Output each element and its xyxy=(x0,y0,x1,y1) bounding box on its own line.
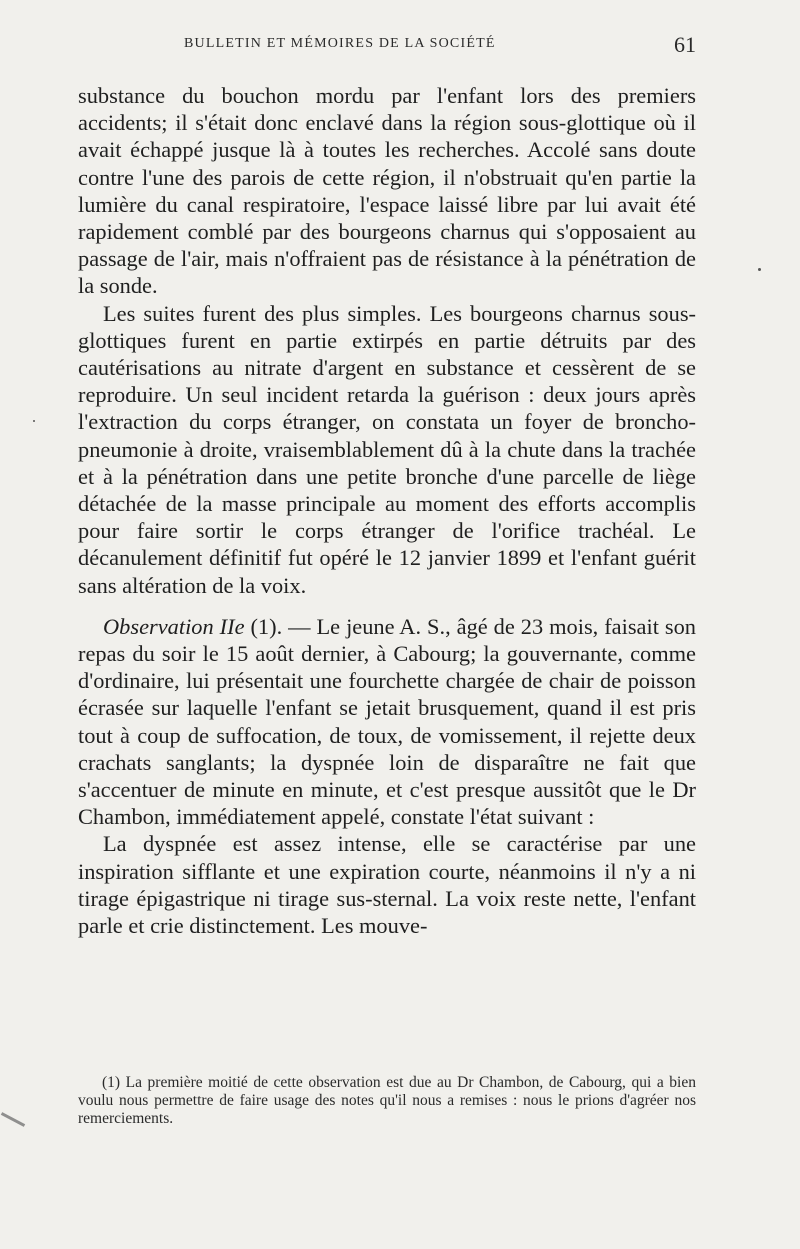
footnote-text: (1) La première moitié de cette observation est due au Dr Chambon, de Cabourg, qui a bien voulu nous permettre de faire usage des notes qu'il nous a remises : nous le prions d'agréer nos remerciements. xyxy=(78,1074,696,1127)
footnote xyxy=(78,1074,696,1128)
paragraph-observation-2 xyxy=(78,613,696,831)
ink-speck xyxy=(758,268,761,271)
observation-title: Observation IIe xyxy=(103,613,245,639)
paragraph-suites: Les suites furent des plus simples. Les bourgeons charnus sous-glottiques furent en partie extirpés en partie détruits par des cautérisations au nitrate d'argent en substance et cessèrent de se reproduire. Un seul incident retarda la guérison : deux jours après l'extraction du corps étranger, on constata un foyer de broncho-pneumonie à droite, vraisemblablement dû à la chute dans la trachée et à la pénétration dans une petite bronche d'une parcelle de liège détachée de la masse principale au moment des efforts accomplis pour faire sortir le corps étranger de l'orifice trachéal. Le décanulement définitif fut opéré le 12 janvier 1899 et l'enfant guérit sans altération de la voix. xyxy=(78,300,696,598)
paragraph-dyspnee: La dyspnée est assez intense, elle se caractérise par une inspiration sifflante et une expiration courte, néanmoins il n'y a ni tirage épigastrique ni tirage sus-sternal. La voix reste nette, l'enfant parle et crie distinctement. Les mouve- xyxy=(78,831,696,939)
body-text xyxy=(78,82,696,939)
observation-text: (1). — Le jeune A. S., âgé de 23 mois, faisait son repas du soir le 15 août dernier, à Cabourg; la gouvernante, comme d'ordinaire, lui présentait une fourchette chargée de chair de poisson écrasée sur laquelle l'enfant se jetait brusquement, quand il est pris tout à coup de suffocation, de toux, de vomissement, il rejette deux crachats sanglants; la dyspnée loin de disparaître ne fait que s'accentuer de minute en minute, et c'est presque aussitôt que le Dr Chambon, immédiatement appelé, constate l'état suivant : xyxy=(78,613,696,830)
ink-speck xyxy=(33,420,35,422)
running-head: BULLETIN ET MÉMOIRES DE LA SOCIÉTÉ xyxy=(184,36,496,51)
paragraph-continuation: substance du bouchon mordu par l'enfant lors des premiers accidents; il s'était donc enclavé dans la région sous-glottique où il avait échappé jusque là à toutes les recherches. Accolé sans doute contre l'une des parois de cette région, il n'obstruait qu'en partie la lumière du canal respiratoire, l'espace laissé libre par lui avait été rapidement comblé par des bourgeons charnus qui s'opposaient au passage de l'air, mais n'offraient pas de résistance à la pénétration de la sonde. xyxy=(78,83,696,299)
page-header xyxy=(78,32,696,60)
paragraph-gap xyxy=(78,599,696,613)
page-number: 61 xyxy=(674,32,696,57)
page-edge-mark xyxy=(1,1112,25,1127)
